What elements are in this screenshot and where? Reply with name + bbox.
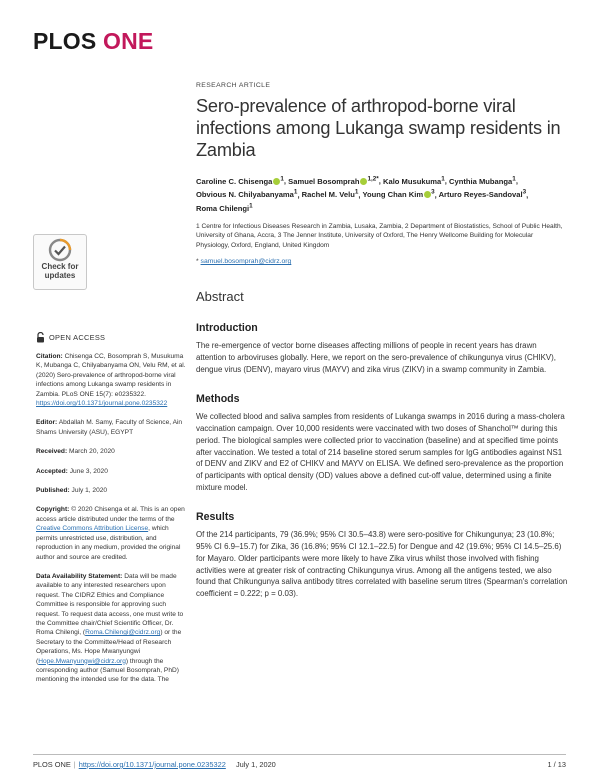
open-access-label: OPEN ACCESS bbox=[49, 332, 106, 342]
footer-page-number: 1 / 13 bbox=[547, 760, 566, 769]
author-affiliation-sup: 1 bbox=[512, 175, 516, 182]
editor-label: Editor: bbox=[36, 419, 58, 427]
author-name: Young Chan Kim $^3$ bbox=[362, 188, 435, 200]
author-affiliation-sup: 1 bbox=[441, 175, 445, 182]
results-text: Of the 214 participants, 79 (36.9%; 95% CI 30.5–43.8) were sero-positive for Chikungunya; 23 (10.8%; 95% CI 6.9–15.7) for Zika, 36 (16.8%; 95% CI 12.1–22.5) for Dengue and 42 (19.6%; 95% CI 14.5–25.6) for Mayaro. Older participants were more likely to have Zika virus whilst those involved with fishing activities were at greater risk of contracting Chikungunya virus. Among all the antigens tested, we also found that Chikungunya saliva antibody titres correlated with baseline serum titres (Spearman's correlation coefficient = 0.222; p = 0.03). bbox=[196, 530, 568, 598]
left-sidebar bbox=[36, 332, 186, 695]
results-heading: Results bbox=[196, 511, 235, 524]
corresponding-email-link[interactable]: samuel.bosomprah@cidrz.org bbox=[200, 258, 292, 266]
author-affiliation-sup: 1 bbox=[354, 188, 359, 196]
author-affiliation-sup: 1 bbox=[293, 188, 298, 196]
footer-date: July 1, 2020 bbox=[235, 760, 276, 769]
page-footer bbox=[33, 754, 566, 769]
data-availability-text-1: Data will be made available to any interested researchers upon request. The CIDRZ Ethics and Compliance Committee is responsible for approving such request. To request data access, one must write to the Committee chair/Chief Scientific Officer, Dr. Roma Chilengi, ( bbox=[36, 572, 184, 637]
received-block bbox=[36, 447, 186, 456]
citation-label: Citation: bbox=[36, 353, 63, 360]
main-column bbox=[196, 82, 568, 600]
author-affiliation-sup: 3 bbox=[431, 188, 435, 196]
license-link[interactable]: Creative Commons Attribution License bbox=[36, 525, 149, 533]
check-updates-icon bbox=[48, 238, 72, 262]
badge-line1: Check for bbox=[41, 262, 79, 271]
author-name: Cynthia Mubanga$^1$ bbox=[448, 175, 516, 186]
footer-separator: | bbox=[73, 760, 76, 769]
methods-heading: Methods bbox=[196, 393, 240, 406]
copyright-text-2: , which permits unrestricted use, distribution, and reproduction in any medium, provided the original author and source are credited. bbox=[36, 525, 181, 561]
open-access bbox=[36, 332, 186, 343]
received-label: Received: bbox=[36, 448, 68, 456]
data-availability-text-3: ) through the corresponding author (Samuel Bosomprah, PhD) mentioning the intended use for the data. The bbox=[36, 657, 179, 684]
copyright-label: Copyright: bbox=[36, 506, 70, 514]
citation-text: Chisenga CC, Bosomprah S, Musukuma K, Mubanga C, Chilyabanyama ON, Velu RM, et al. (2020) Sero-prevalence of arthropod-borne viral infections among Lukanga swamp residents in Zambia. PLoS ONE 15(7): e0235322. bbox=[36, 353, 186, 398]
editor-block bbox=[36, 418, 186, 437]
introduction-heading: Introduction bbox=[196, 322, 258, 335]
footer-journal: PLOS ONE bbox=[33, 760, 71, 769]
accepted-label: Accepted: bbox=[36, 467, 68, 475]
author-affiliation-sup: 1 bbox=[280, 175, 284, 182]
check-for-updates-badge[interactable] bbox=[33, 234, 87, 290]
author-affiliation-sup: 3 bbox=[522, 188, 527, 196]
methods-text: We collected blood and saliva samples from residents of Lukanga swamps in 2016 during a mass-cholera vaccination campaign. Over 10,000 residents were vaccinated with two doses of Shanchol™ during this period. The biological samples were collected prior to vaccination (baseline) and at specified time points after vaccination. We tested a total of 214 baseline stored serum samples for IgG antibodies against NS1 of DENV and ZIKV and E2 of CHIKV and MAYV on ELISA. We defined sero-prevalence as the proportion of participants with optical density (OD) values above a defined cut-off value, determined using a finite mixture model. bbox=[196, 412, 565, 492]
author-name: Caroline C. Chisenga $^1$ bbox=[196, 175, 284, 186]
abstract-methods bbox=[196, 393, 568, 493]
plos-one-logo bbox=[33, 28, 153, 55]
copyright-block bbox=[36, 505, 186, 561]
abstract-introduction bbox=[196, 322, 568, 375]
affiliations: 1 Centre for Infectious Diseases Research in Zambia, Lusaka, Zambia, 2 Department of Biostatistics, School of Public Health, University of Ghana, Accra, 3 The Jenner Institute, University of Oxford, The Henry Wellcome Building for Molecular Physiology, Oxford, England, United Kingdom bbox=[196, 222, 563, 249]
logo-one-text: ONE bbox=[103, 28, 154, 54]
logo-plos-text: PLOS bbox=[33, 28, 97, 54]
badge-line2: updates bbox=[44, 271, 76, 280]
author-name: Rachel M. Velu$^1$ bbox=[301, 188, 359, 200]
chilengi-email-link[interactable]: Roma.Chilengi@cidrz.org bbox=[85, 629, 161, 637]
data-availability-block bbox=[36, 572, 186, 685]
author-name: Kalo Musukuma$^1$ bbox=[382, 175, 445, 186]
footer-doi-link[interactable]: https://doi.org/10.1371/journal.pone.0235322 bbox=[78, 760, 226, 769]
author-name: Arturo Reyes-Sandoval$^3$ bbox=[438, 188, 527, 200]
received-date: March 20, 2020 bbox=[69, 448, 115, 456]
data-availability-label: Data Availability Statement: bbox=[36, 572, 123, 580]
author-list: Caroline C. Chisenga $^1$, Samuel Bosomprah $^{1,2*}$, Kalo Musukuma$^1$, Cynthia Mubanga$^1$, Obvious N. Chilyabanyama$^1$, Rachel M. Velu$^1$, Young Chan Kim $^3$, Arturo Reyes-Sandoval$^3$, Roma Chilengi$^1$ bbox=[196, 175, 529, 213]
author-name: Samuel Bosomprah $^{1,2*}$ bbox=[288, 175, 379, 186]
published-date: July 1, 2020 bbox=[71, 487, 108, 495]
article-title: Sero-prevalence of arthropod-borne viral infections among Lukanga swamp residents in Zambia bbox=[196, 96, 561, 160]
citation-doi-link[interactable]: https://doi.org/10.1371/journal.pone.0235322 bbox=[36, 400, 168, 408]
data-availability-text-2: ) or the Secretary to the Committee/Head of Research Operations, Ms. Hope Mwanyungwi ( bbox=[36, 629, 182, 665]
author-affiliation-sup: 1 bbox=[249, 202, 253, 210]
citation-block bbox=[36, 352, 186, 408]
corresponding-author bbox=[196, 258, 568, 265]
open-lock-icon bbox=[36, 332, 45, 343]
author-name: Roma Chilengi$^1$ bbox=[196, 202, 253, 213]
article-type: RESEARCH ARTICLE bbox=[196, 82, 271, 89]
corresponding-marker: * bbox=[196, 258, 199, 266]
introduction-text: The re-emergence of vector borne diseases affecting millions of people in recent years has drawn attention to arboviruses globally. Here, we report on the sero-prevalence of chikungunya virus (CHIKV), dengue virus (DENV), mayaro virus (MAYV) and zika virus (ZIKV) in a swamp community in Zambia. bbox=[196, 341, 556, 374]
editor-text: Abdallah M. Samy, Faculty of Science, Ain Shams University (ASU), EGYPT bbox=[36, 419, 183, 436]
published-block bbox=[36, 486, 186, 495]
abstract-results bbox=[196, 511, 568, 599]
author-name: Obvious N. Chilyabanyama$^1$ bbox=[196, 188, 298, 200]
published-label: Published: bbox=[36, 487, 70, 495]
abstract-heading: Abstract bbox=[196, 289, 244, 305]
copyright-text-1: © 2020 Chisenga et al. This is an open access article distributed under the terms of the bbox=[36, 506, 185, 523]
mwanyungwi-email-link[interactable]: Hope.Mwanyungwi@cidrz.org bbox=[38, 657, 126, 665]
accepted-date: June 3, 2020 bbox=[69, 467, 108, 475]
accepted-block bbox=[36, 467, 186, 476]
author-affiliation-sup: 1,2* bbox=[367, 175, 379, 182]
